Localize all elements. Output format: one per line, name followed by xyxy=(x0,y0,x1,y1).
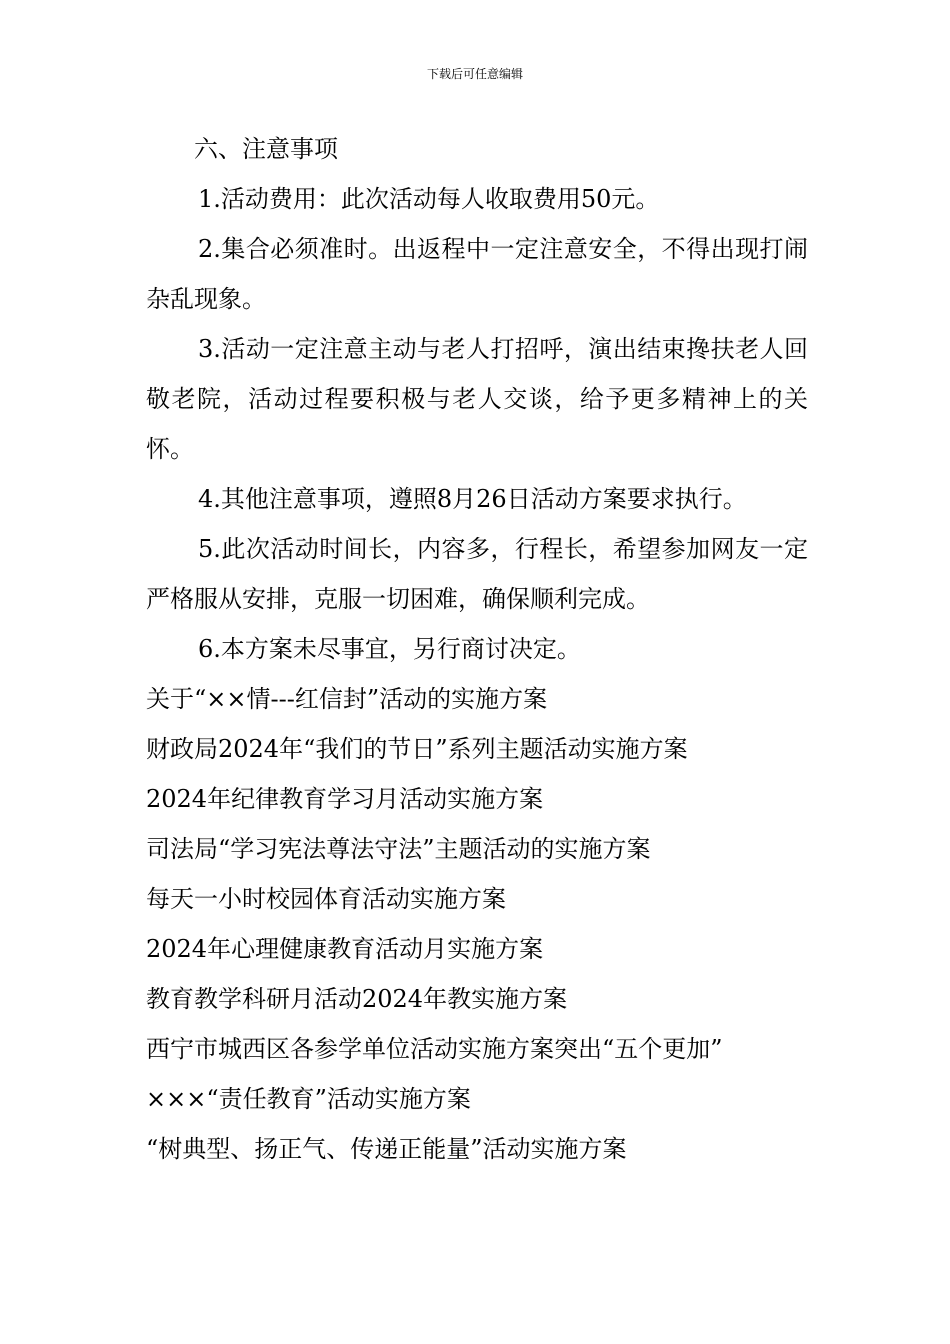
related-links-list xyxy=(146,674,808,1174)
section-heading: 六、注意事项 xyxy=(194,135,338,163)
related-link[interactable] xyxy=(146,1124,808,1174)
notice-item-6: 6.本方案未尽事宜，另行商讨决定。 xyxy=(198,635,581,663)
related-link-text[interactable]: 每天一小时校园体育活动实施方案 xyxy=(146,885,506,913)
related-link[interactable] xyxy=(146,774,808,824)
notice-item-4: 4.其他注意事项，遵照8月26日活动方案要求执行。 xyxy=(198,485,747,513)
related-link[interactable] xyxy=(146,874,808,924)
notice-item-2: 2.集合必须准时。出返程中一定注意安全，不得出现打闹杂乱现象。 xyxy=(146,235,808,313)
related-link-text[interactable]: ×××“责任教育”活动实施方案 xyxy=(146,1085,471,1113)
related-link[interactable] xyxy=(146,924,808,974)
related-link-text[interactable]: 司法局“学习宪法尊法守法”主题活动的实施方案 xyxy=(146,835,651,863)
related-link-text[interactable]: 财政局2024年“我们的节日”系列主题活动实施方案 xyxy=(146,735,688,763)
related-link-text[interactable]: 关于“××情---红信封”活动的实施方案 xyxy=(146,685,548,713)
page-header-note: 下载后可任意编辑 xyxy=(426,67,523,81)
notice-item-1: 1.活动费用：此次活动每人收取费用50元。 xyxy=(198,185,660,213)
related-link-text[interactable]: 西宁市城西区各参学单位活动实施方案突出“五个更加” xyxy=(146,1035,723,1063)
related-link-text[interactable]: 2024年心理健康教育活动月实施方案 xyxy=(146,935,544,963)
related-link[interactable] xyxy=(146,824,808,874)
related-link-text[interactable]: “树典型、扬正气、传递正能量”活动实施方案 xyxy=(146,1135,627,1163)
document-body xyxy=(146,124,808,1174)
related-link[interactable] xyxy=(146,674,808,724)
related-link[interactable] xyxy=(146,1074,808,1124)
notice-item-5: 5.此次活动时间长，内容多，行程长，希望参加网友一定严格服从安排，克服一切困难，确保顺利完成。 xyxy=(146,535,808,613)
related-link[interactable] xyxy=(146,724,808,774)
related-link[interactable] xyxy=(146,1024,808,1074)
related-link-text[interactable]: 2024年纪律教育学习月活动实施方案 xyxy=(146,785,544,813)
related-link[interactable] xyxy=(146,974,808,1024)
related-link-text[interactable]: 教育教学科研月活动2024年教实施方案 xyxy=(146,985,568,1013)
notice-item-3: 3.活动一定注意主动与老人打招呼，演出结束搀扶老人回敬老院，活动过程要积极与老人交谈，给予更多精神上的关怀。 xyxy=(146,335,808,463)
